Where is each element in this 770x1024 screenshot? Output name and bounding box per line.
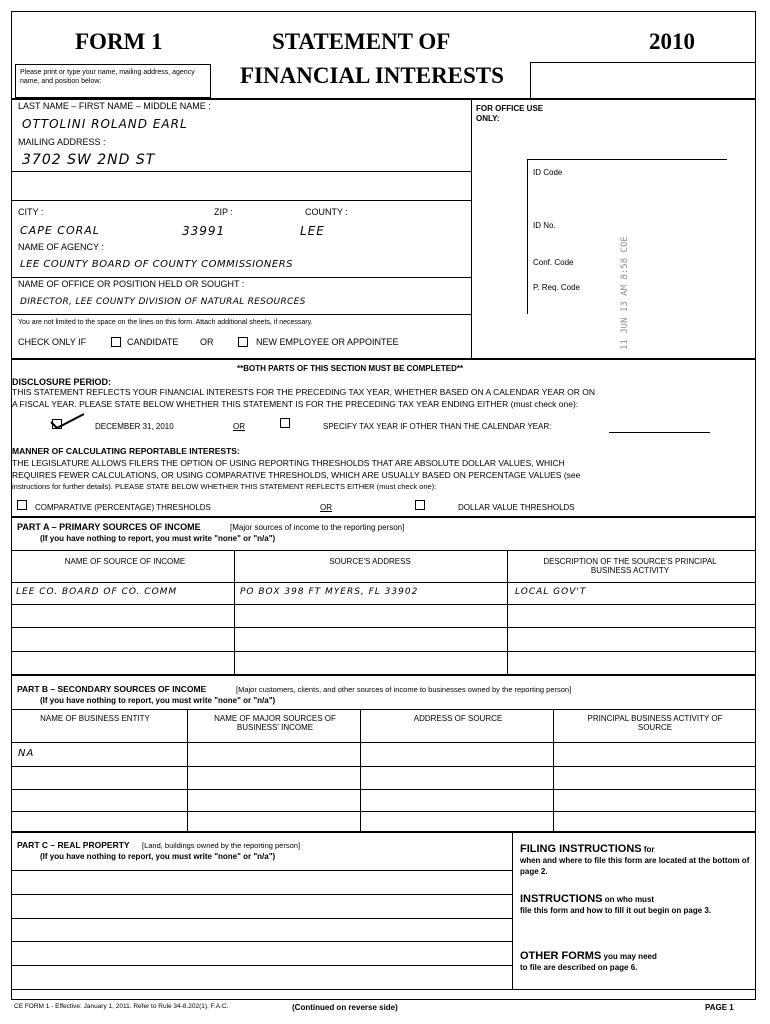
- name-value[interactable]: OTTOLINI ROLAND EARL: [22, 117, 188, 131]
- manner-text-1: THE LEGISLATURE ALLOWS FILERS THE OPTION OF USING REPORTING THRESHOLDS THAT ARE ABSOLUTE DOLLAR VALUES, WHICH: [12, 458, 565, 468]
- zip-value[interactable]: 33991: [182, 224, 226, 238]
- part-b-row1-name[interactable]: NA: [18, 748, 35, 759]
- check-only-if: CHECK ONLY IF: [18, 337, 87, 347]
- city-value[interactable]: CAPE CORAL: [20, 224, 100, 237]
- county-label: COUNTY :: [305, 207, 348, 217]
- new-employee-checkbox[interactable]: [238, 337, 248, 347]
- other-body: to file are described on page 6.: [520, 963, 638, 972]
- other-tail: you may need: [601, 952, 657, 961]
- or-label-2: OR: [233, 422, 245, 431]
- zip-label: ZIP :: [214, 207, 233, 217]
- period-heading: DISCLOSURE PERIOD:: [12, 377, 112, 387]
- office-use-title: FOR OFFICE USE ONLY:: [476, 104, 544, 123]
- candidate-checkbox[interactable]: [111, 337, 121, 347]
- dec31-check-mark: [48, 412, 88, 435]
- conf-code-label: Conf. Code: [533, 258, 574, 267]
- new-employee-label: NEW EMPLOYEE OR APPOINTEE: [256, 337, 399, 347]
- id-code-label: ID Code: [533, 168, 563, 177]
- part-c-title-note: [Land, buildings owned by the reporting person]: [142, 841, 301, 850]
- part-a-subtitle: (If you have nothing to report, you must write "none" or "n/a"): [40, 534, 276, 543]
- comparative-option: COMPARATIVE (PERCENTAGE) THRESHOLDS: [35, 503, 211, 512]
- form-label: FORM 1: [75, 29, 163, 54]
- other-forms-instructions: [520, 951, 750, 973]
- part-c-subtitle: (If you have nothing to report, you must write "none" or "n/a"): [40, 852, 276, 861]
- part-b-col2: NAME OF MAJOR SOURCES OF BUSINESS' INCOME: [214, 714, 336, 732]
- comparative-checkbox[interactable]: [17, 500, 27, 510]
- office-value[interactable]: DIRECTOR, LEE COUNTY DIVISION OF NATURAL RESOURCES: [20, 297, 306, 307]
- title-line2: FINANCIAL INTERESTS: [240, 63, 504, 88]
- filing-head: FILING INSTRUCTIONS: [520, 843, 642, 855]
- p-req-code-label: P. Req. Code: [533, 283, 580, 292]
- part-b-col1: NAME OF BUSINESS ENTITY: [40, 714, 150, 723]
- agency-value[interactable]: LEE COUNTY BOARD OF COUNTY COMMISSIONERS: [20, 259, 293, 270]
- part-a-row1-activity[interactable]: LOCAL GOV'T: [515, 587, 587, 597]
- part-a-col2: SOURCE'S ADDRESS: [329, 557, 411, 566]
- period-text-2: A FISCAL YEAR. PLEASE STATE BELOW WHETHER THIS STATEMENT IS FOR THE PRECEDING TAX YEAR ENDING EITHER (must check one):: [12, 399, 579, 409]
- footer-form-ref: CE FORM 1 - Effective: January 1, 2011. Refer to Rule 34-8.202(1), F.A.C.: [14, 1003, 229, 1010]
- part-a-row1-name[interactable]: LEE CO. BOARD OF CO. COMM: [16, 587, 178, 597]
- dollar-checkbox[interactable]: [415, 500, 425, 510]
- part-c-title: PART C – REAL PROPERTY: [17, 840, 130, 850]
- instr-body: file this form and how to fill it out begin on page 3.: [520, 906, 712, 915]
- specify-option: SPECIFY TAX YEAR IF OTHER THAN THE CALENDAR YEAR:: [323, 422, 552, 431]
- not-limited-note: You are not limited to the space on the lines on this form. Attach additional sheets, if necessary.: [18, 319, 313, 326]
- manner-heading: MANNER OF CALCULATING REPORTABLE INTERESTS:: [12, 446, 240, 456]
- part-a-col1: NAME OF SOURCE OF INCOME: [64, 557, 186, 566]
- filing-instructions: [520, 844, 750, 877]
- part-b-col4: PRINCIPAL BUSINESS ACTIVITY OF SOURCE: [587, 714, 723, 732]
- part-b-subtitle: (If you have nothing to report, you must write "none" or "n/a"): [40, 696, 276, 705]
- or-label-3: OR: [320, 503, 332, 512]
- specify-year-checkbox[interactable]: [280, 418, 290, 428]
- title-line1: STATEMENT OF: [272, 29, 451, 54]
- other-head: OTHER FORMS: [520, 950, 602, 962]
- both-parts-note: **BOTH PARTS OF THIS SECTION MUST BE COMPLETED**: [237, 364, 464, 373]
- part-a-row1-address[interactable]: PO BOX 398 FT MYERS, FL 33902: [240, 587, 419, 597]
- form-year: 2010: [649, 29, 695, 54]
- part-a-col3: DESCRIPTION OF THE SOURCE'S PRINCIPAL BUSINESS ACTIVITY: [543, 557, 717, 575]
- manner-text-2: REQUIRES FEWER CALCULATIONS, OR USING COMPARATIVE THRESHOLDS, WHICH ARE USUALLY BASED ON PERCENTAGE VALUES (see: [12, 470, 581, 480]
- dec31-option: DECEMBER 31, 2010: [95, 422, 174, 431]
- mailing-label: MAILING ADDRESS :: [18, 137, 106, 147]
- county-value[interactable]: LEE: [300, 224, 325, 238]
- mailing-value[interactable]: 3702 SW 2ND ST: [22, 152, 156, 168]
- manner-text-3: instructions for further details). PLEASE STATE BELOW WHETHER THIS STATEMENT REFLECTS EITHER (must check one):: [12, 482, 437, 491]
- period-text-1: THIS STATEMENT REFLECTS YOUR FINANCIAL INTERESTS FOR THE PRECEDING TAX YEAR, WHETHER BASED ON A CALENDAR YEAR OR ON: [12, 387, 595, 397]
- footer-continued: (Continued on reverse side): [292, 1003, 398, 1012]
- name-label: LAST NAME – FIRST NAME – MIDDLE NAME :: [18, 101, 211, 111]
- dollar-option: DOLLAR VALUE THRESHOLDS: [458, 503, 575, 512]
- part-b-title: PART B – SECONDARY SOURCES OF INCOME: [17, 684, 207, 694]
- received-stamp: [618, 185, 630, 355]
- part-b-col3: ADDRESS OF SOURCE: [413, 714, 503, 723]
- part-a-title: PART A – PRIMARY SOURCES OF INCOME: [17, 522, 201, 532]
- id-no-label: ID No.: [533, 221, 556, 230]
- part-b-title-note: [Major customers, clients, and other sources of income to businesses owned by the reporting person]: [236, 685, 572, 694]
- candidate-label: CANDIDATE: [127, 337, 179, 347]
- who-must-file-instructions: [520, 894, 750, 916]
- instr-head: INSTRUCTIONS: [520, 893, 603, 905]
- print-note: Please print or type your name, mailing address, agency name, and position below:: [20, 69, 195, 85]
- footer-page: PAGE 1: [705, 1003, 734, 1012]
- filing-tail: for: [641, 845, 655, 854]
- part-a-title-note: [Major sources of income to the reporting person]: [230, 523, 405, 532]
- or-label-1: OR: [200, 337, 214, 347]
- svg-text:11 JUN 13 AM 8:58 COE: 11 JUN 13 AM 8:58 COE: [620, 236, 630, 350]
- filing-body: when and where to file this form are located at the bottom of page 2.: [520, 856, 750, 876]
- instr-tail: on who must: [602, 895, 655, 904]
- office-label: NAME OF OFFICE OR POSITION HELD OR SOUGHT :: [18, 279, 245, 289]
- city-label: CITY :: [18, 207, 44, 217]
- agency-label: NAME OF AGENCY :: [18, 242, 104, 252]
